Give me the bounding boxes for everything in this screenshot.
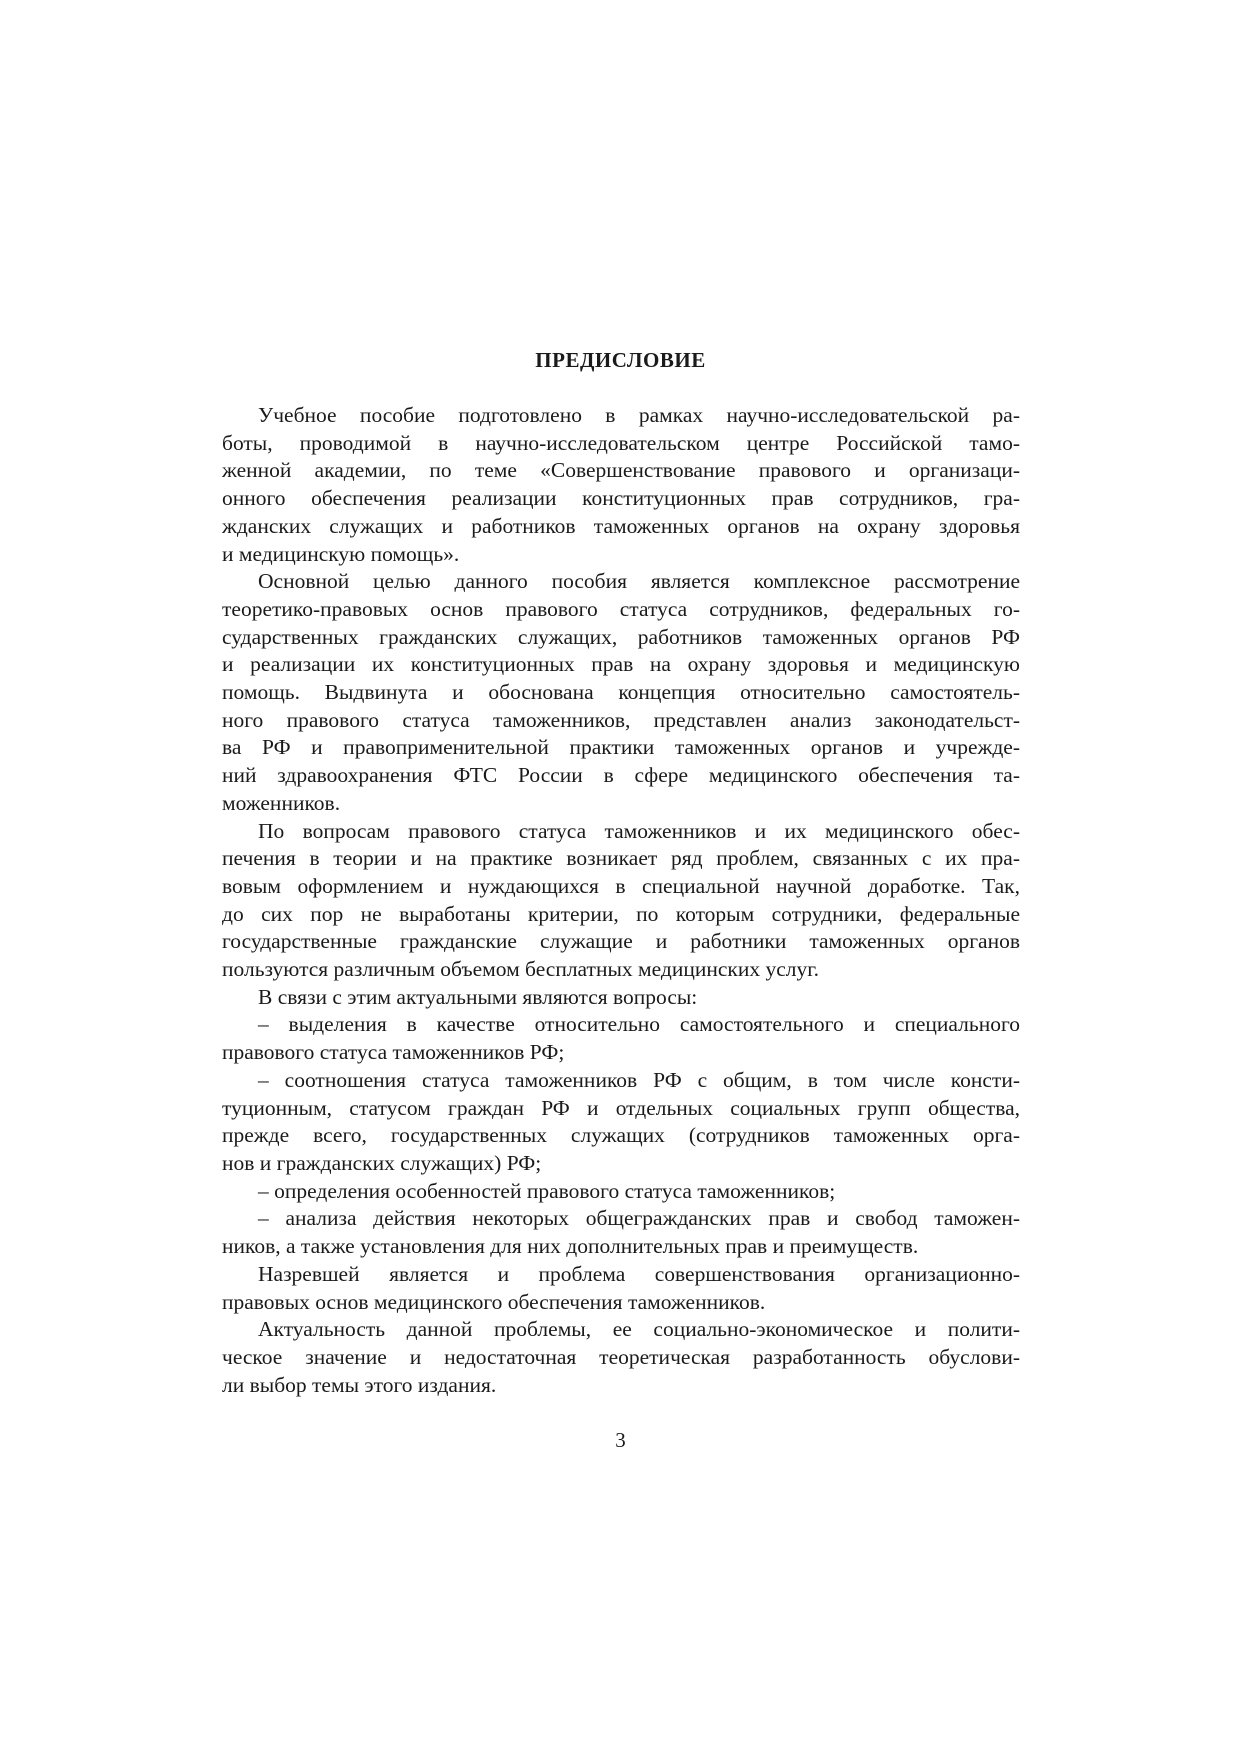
text-line: Основной целью данного пособия является комплексное рассмотрение bbox=[258, 569, 1020, 594]
paragraph bbox=[222, 568, 1020, 817]
text-line: помощь. Выдвинута и обоснована концепция относительно самостоятель- bbox=[222, 680, 1020, 705]
text-line: сударственных гражданских служащих, работников таможенных органов РФ bbox=[222, 624, 1020, 649]
text-line: Актуальность данной проблемы, ее социально-экономическое и полити- bbox=[258, 1317, 1020, 1342]
text-line: нов и гражданских служащих) РФ; bbox=[222, 1150, 542, 1175]
text-line: – анализа действия некоторых общегражданских прав и свобод таможен- bbox=[258, 1206, 1020, 1231]
paragraph bbox=[222, 1067, 1020, 1178]
text-line: ников, а также установления для них дополнительных прав и преимуществ. bbox=[222, 1234, 919, 1259]
paragraph bbox=[222, 984, 1020, 1012]
paragraph bbox=[222, 1011, 1020, 1066]
text-line: и медицинскую помощь». bbox=[222, 541, 460, 566]
text-line: ли выбор темы этого издания. bbox=[222, 1372, 497, 1397]
paragraph bbox=[222, 1205, 1020, 1260]
text-line: – выделения в качестве относительно самостоятельного и специального bbox=[258, 1012, 1020, 1037]
text-line: – определения особенностей правового статуса таможенников; bbox=[258, 1178, 836, 1203]
text-line: и реализации их конституционных прав на охрану здоровья и медицинскую bbox=[222, 652, 1020, 677]
page-number: 3 bbox=[615, 1428, 626, 1452]
paragraph bbox=[222, 818, 1020, 984]
text-line: вовым оформлением и нуждающихся в специальной научной доработке. Так, bbox=[222, 873, 1020, 898]
text-line: пользуются различным объемом бесплатных медицинских услуг. bbox=[222, 957, 820, 982]
text-line: ний здравоохранения ФТС России в сфере медицинского обеспечения та- bbox=[222, 763, 1020, 788]
text-line: ва РФ и правоприменительной практики таможенных органов и учрежде- bbox=[222, 735, 1020, 760]
text-line: Назревшей является и проблема совершенствования организационно- bbox=[258, 1261, 1020, 1286]
paragraph bbox=[222, 1261, 1020, 1316]
text-line: Учебное пособие подготовлено в рамках научно-исследовательской ра- bbox=[258, 403, 1020, 427]
text-line: правовых основ медицинского обеспечения таможенников. bbox=[222, 1289, 766, 1314]
text-line: боты, проводимой в научно-исследовательском центре Российской тамо- bbox=[222, 430, 1020, 455]
text-line: По вопросам правового статуса таможенников и их медицинского обес- bbox=[258, 818, 1020, 843]
text-line: моженников. bbox=[222, 790, 341, 815]
page-title: ПРЕДИСЛОВИЕ bbox=[535, 348, 706, 372]
body-text bbox=[222, 402, 1020, 1399]
text-line: государственные гражданские служащие и работники таможенных органов bbox=[222, 929, 1020, 954]
text-line: печения в теории и на практике возникает ряд проблем, связанных с их пра- bbox=[222, 846, 1020, 871]
text-line: женной академии, по теме «Совершенствование правового и организаци- bbox=[222, 458, 1020, 483]
text-line: ного правового статуса таможенников, представлен анализ законодательст- bbox=[222, 707, 1020, 732]
text-line: жданских служащих и работников таможенных органов на охрану здоровья bbox=[222, 513, 1020, 538]
paragraph bbox=[222, 402, 1020, 568]
paragraph bbox=[222, 1316, 1020, 1399]
text-line: ческое значение и недостаточная теоретическая разработанность обуслови- bbox=[222, 1344, 1020, 1369]
text-line: онного обеспечения реализации конституционных прав сотрудников, гра- bbox=[222, 486, 1020, 511]
text-line: до сих пор не выработаны критерии, по которым сотрудники, федеральные bbox=[222, 901, 1020, 926]
text-line: туционным, статусом граждан РФ и отдельных социальных групп общества, bbox=[222, 1095, 1020, 1120]
text-line: правового статуса таможенников РФ; bbox=[222, 1040, 565, 1065]
text-line: – соотношения статуса таможенников РФ с общим, в том числе консти- bbox=[258, 1067, 1020, 1092]
text-line: В связи с этим актуальными являются вопросы: bbox=[258, 984, 698, 1009]
text-line: прежде всего, государственных служащих (сотрудников таможенных орга- bbox=[222, 1123, 1020, 1148]
paragraph bbox=[222, 1178, 1020, 1206]
text-line: теоретико-правовых основ правового статуса сотрудников, федеральных го- bbox=[222, 596, 1020, 621]
